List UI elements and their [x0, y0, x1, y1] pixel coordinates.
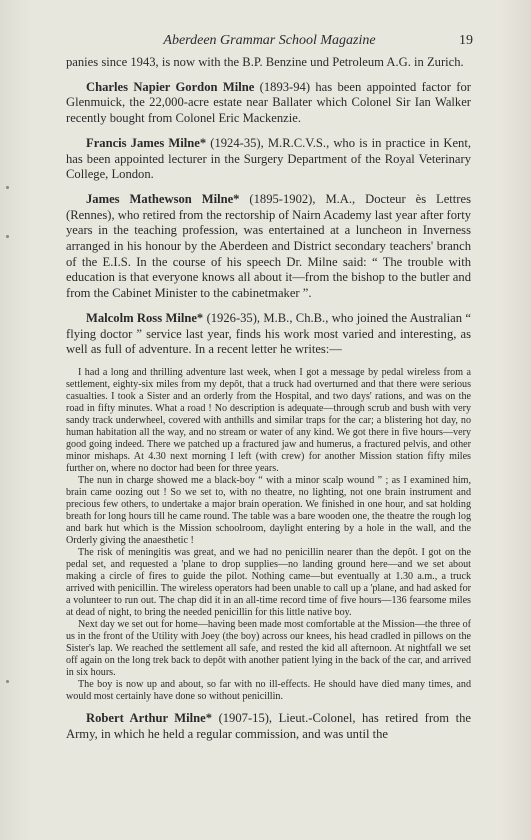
- margin-mark: [6, 235, 9, 238]
- entry-francis-milne: [66, 136, 471, 183]
- quoted-letter: [66, 367, 471, 703]
- letter-paragraph: The boy is now up and about, so far with no ill-effects. He should have died many times, and would most certainly have done so without penicillin.: [66, 678, 471, 702]
- entry-charles-milne: [66, 80, 471, 127]
- running-header: [66, 33, 473, 51]
- letter-paragraph: I had a long and thrilling adventure last week, when I got a message by pedal wireless from a settlement, eighty-six miles from my depôt, that a truck had overturned and that there were serious casualties. I took a Sister and an orderly from the Hospital, and two days' rations, and was on the road in fifty minutes. What a road ! No description is adequate—through scrub and bush with very sandy track underwheel, covered with anthills and similar traps for the car; a blistering hot day, no human habitation all the way, and no stream or water of any kind. We got there in five hours—very good going indeed. There we patched up a fractured jaw and humerus, a fractured pelvis, and other minor mishaps. At 4.30 next morning I left (with crew) for another Mission station fifty miles further on, where no doctor had been for three years.: [66, 366, 471, 474]
- entry-text: (1907-15), Lieut.-Colonel, has retired from the Army, in which he held a regular commission, and was until the: [66, 710, 471, 741]
- page-number: 19: [459, 33, 473, 48]
- margin-mark: [6, 680, 9, 683]
- entry-name: Francis James Milne*: [86, 135, 207, 150]
- entry-name: Robert Arthur Milne*: [86, 710, 213, 725]
- body-text: [66, 55, 471, 751]
- entry-robert-milne: [66, 711, 471, 742]
- entry-name: Charles Napier Gordon Milne: [86, 79, 255, 94]
- entry-james-milne: [66, 192, 471, 302]
- letter-paragraph: The risk of meningitis was great, and we had no penicillin nearer than the depôt. I got on the pedal set, and requested a 'plane to drop supplies—no landing ground here—and we set about making a circle of fires to guide the pilot. Nothing came—but eventually at 1.30 a.m., a truck arrived with penicillin. The wireless operators had been unable to call up a 'plane, and had asked for a volunteer to run out. The chap did it in an all-time record time of five hours—136 fearsome miles at dead of night, to bring the needed penicillin for this little native boy.: [66, 546, 471, 618]
- letter-paragraph: The nun in charge showed me a black-boy “ with a minor scalp wound ” ; as I examined him, brain came oozing out ! So we set to, with no theatre, no lighting, not one brain instrument and precious few others, to undertake a major brain operation. We finished in one hour, and sat holding breath for long hours till he came round. The table was a bare wooden one, the theatre the rough log and bark hut which is the Mission schoolroom, daylight entering by a hole in the wall, and the Orderly giving the anaesthetic !: [66, 474, 471, 546]
- paragraph-continued: [66, 55, 471, 71]
- magazine-title: Aberdeen Grammar School Magazine: [163, 33, 376, 48]
- entry-text: (1924-35), M.R.C.V.S., who is in practice in Kent, has been appointed lecturer in the Surgery Department of the Royal Veterinary College, London.: [66, 135, 471, 182]
- entry-text: (1895-1902), M.A., Docteur ès Lettres (Rennes), who retired from the rectorship of Nairn Academy last year after forty years in the teaching profession, was entertained at a luncheon in Inverness arranged in his honour by the Aberdeen and District secondary teachers' branch of the E.I.S. In the course of his speech Dr. Milne said: “ The trouble with education is that everyone knows all about it—from the bishop to the butler and from the Cabinet Minister to the cabinetmaker ”.: [66, 191, 471, 301]
- entry-text: (1893-94) has been appointed factor for Glenmuick, the 22,000-acre estate near Ballater which Colonel Sir Ian Walker recently bought from Colonel Eric Mackenzie.: [66, 79, 471, 126]
- entry-text: (1926-35), M.B., Ch.B., who joined the Australian “ flying doctor ” service last year, finds his work most varied and interesting, as well as full of adventure. In a recent letter he writes:—: [66, 310, 471, 357]
- margin-mark: [6, 186, 9, 189]
- entry-name: James Mathewson Milne*: [86, 191, 240, 206]
- entry-name: Malcolm Ross Milne*: [86, 310, 204, 325]
- letter-paragraph: Next day we set out for home—having been made most comfortable at the Mission—the three of us in the front of the Utility with Joey (the boy) across our knees, his head cradled in pillows on the Sister's lap. We reached the settlement all safe, and rested the kid all afternoon. At nightfall we set off again on the long trek back to depôt with another patient lying in the back of the car, and arrived in six hours.: [66, 618, 471, 678]
- entry-malcolm-milne: [66, 311, 471, 358]
- paragraph-text: panies since 1943, is now with the B.P. Benzine und Petroleum A.G. in Zurich.: [66, 55, 464, 69]
